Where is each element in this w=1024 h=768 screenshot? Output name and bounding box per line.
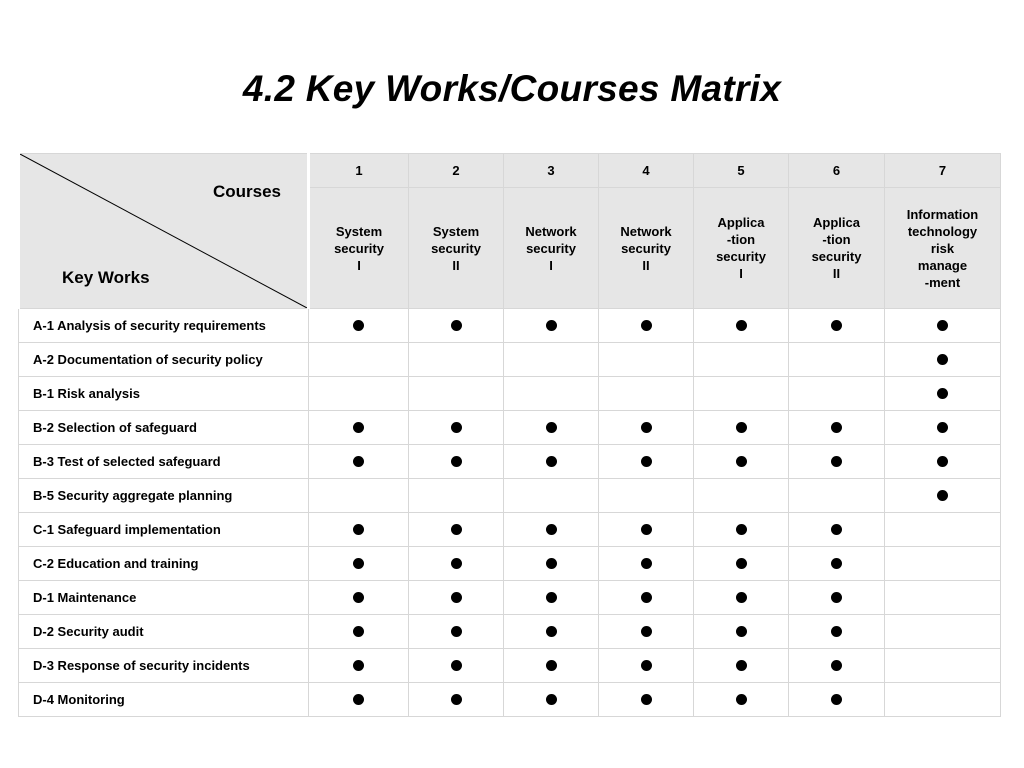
bullet-dot-icon xyxy=(831,456,842,467)
matrix-cell xyxy=(789,649,885,683)
matrix-cell xyxy=(309,615,409,649)
matrix-cell xyxy=(885,411,1001,445)
bullet-dot-icon xyxy=(641,524,652,535)
bullet-dot-icon xyxy=(736,524,747,535)
bullet-dot-icon xyxy=(736,422,747,433)
course-name-line: Information xyxy=(906,206,979,222)
bullet-dot-icon xyxy=(937,456,948,467)
matrix-cell xyxy=(885,309,1001,343)
key-work-label: D-3 Response of security incidents xyxy=(19,649,309,683)
course-name-2 xyxy=(409,188,504,309)
bullet-dot-icon xyxy=(451,524,462,535)
matrix-cell xyxy=(789,309,885,343)
bullet-dot-icon xyxy=(937,320,948,331)
course-number-row xyxy=(19,154,1001,188)
courses-axis-label: Courses xyxy=(212,182,281,201)
bullet-dot-icon xyxy=(641,592,652,603)
matrix-cell xyxy=(789,581,885,615)
course-name-line: Network xyxy=(620,223,672,239)
bullet-dot-icon xyxy=(831,320,842,331)
course-name-4 xyxy=(599,188,694,309)
course-name-line: -tion xyxy=(726,232,756,247)
course-name-line: security xyxy=(334,240,384,256)
bullet-dot-icon xyxy=(546,524,557,535)
matrix-cell xyxy=(504,547,599,581)
matrix-cell xyxy=(309,309,409,343)
bullet-dot-icon xyxy=(546,320,557,331)
table-row xyxy=(19,479,1001,513)
matrix-cell xyxy=(789,411,885,445)
matrix-cell xyxy=(504,615,599,649)
matrix-cell xyxy=(789,377,885,411)
bullet-dot-icon xyxy=(353,592,364,603)
key-work-label: D-1 Maintenance xyxy=(19,581,309,615)
bullet-dot-icon xyxy=(451,558,462,569)
matrix-cell xyxy=(694,377,789,411)
matrix-cell xyxy=(504,445,599,479)
bullet-dot-icon xyxy=(353,320,364,331)
course-name-line: System xyxy=(335,223,383,239)
matrix-cell xyxy=(409,411,504,445)
course-name-line: I xyxy=(357,257,361,273)
course-name-line: security xyxy=(431,240,481,256)
matrix-cell xyxy=(789,683,885,717)
matrix-cell xyxy=(309,547,409,581)
bullet-dot-icon xyxy=(937,388,948,399)
matrix-cell xyxy=(599,683,694,717)
bullet-dot-icon xyxy=(451,626,462,637)
matrix-cell xyxy=(504,411,599,445)
bullet-dot-icon xyxy=(641,422,652,433)
bullet-dot-icon xyxy=(353,626,364,637)
matrix-cell xyxy=(694,309,789,343)
course-name-6 xyxy=(789,188,885,309)
matrix-cell xyxy=(694,343,789,377)
course-name-line: II xyxy=(832,266,841,281)
matrix-cell xyxy=(885,547,1001,581)
matrix-cell xyxy=(409,479,504,513)
matrix-cell xyxy=(504,377,599,411)
matrix-cell xyxy=(885,683,1001,717)
bullet-dot-icon xyxy=(451,660,462,671)
course-name-line: manage xyxy=(917,257,968,273)
slide-title: 4.2 Key Works/Courses Matrix xyxy=(242,68,782,109)
bullet-dot-icon xyxy=(641,456,652,467)
bullet-dot-icon xyxy=(353,558,364,569)
table-row xyxy=(19,343,1001,377)
matrix-cell xyxy=(789,547,885,581)
bullet-dot-icon xyxy=(353,422,364,433)
matrix-cell xyxy=(504,649,599,683)
course-name-line: Applica xyxy=(813,215,860,230)
key-work-label: C-1 Safeguard implementation xyxy=(19,513,309,547)
course-name-line: I xyxy=(549,257,553,273)
bullet-dot-icon xyxy=(546,626,557,637)
course-name-line: System xyxy=(432,223,480,239)
matrix-cell xyxy=(599,309,694,343)
key-work-label: A-1 Analysis of security requirements xyxy=(19,309,309,343)
matrix-cell xyxy=(789,445,885,479)
matrix-cell xyxy=(504,581,599,615)
matrix-cell xyxy=(309,683,409,717)
matrix-cell xyxy=(309,377,409,411)
course-number-3: 3 xyxy=(504,154,599,188)
matrix-cell xyxy=(409,615,504,649)
matrix-cell xyxy=(694,615,789,649)
table-row xyxy=(19,411,1001,445)
matrix-cell xyxy=(694,649,789,683)
table-row xyxy=(19,683,1001,717)
course-number-1: 1 xyxy=(309,154,409,188)
course-name-line: security xyxy=(526,240,576,256)
bullet-dot-icon xyxy=(451,694,462,705)
key-work-label: B-3 Test of selected safeguard xyxy=(19,445,309,479)
key-work-label: B-2 Selection of safeguard xyxy=(19,411,309,445)
bullet-dot-icon xyxy=(546,592,557,603)
bullet-dot-icon xyxy=(546,660,557,671)
key-work-label: D-4 Monitoring xyxy=(19,683,309,717)
matrix-cell xyxy=(789,343,885,377)
matrix-cell xyxy=(599,479,694,513)
course-name-line: security xyxy=(716,249,766,264)
bullet-dot-icon xyxy=(353,694,364,705)
course-number-7: 7 xyxy=(885,154,1001,188)
matrix-cell xyxy=(599,615,694,649)
bullet-dot-icon xyxy=(736,320,747,331)
matrix-cell xyxy=(504,683,599,717)
bullet-dot-icon xyxy=(641,694,652,705)
matrix-cell xyxy=(504,343,599,377)
bullet-dot-icon xyxy=(937,490,948,501)
course-number-4: 4 xyxy=(599,154,694,188)
course-number-5: 5 xyxy=(694,154,789,188)
matrix-cell xyxy=(409,649,504,683)
bullet-dot-icon xyxy=(353,456,364,467)
matrix-cell xyxy=(309,445,409,479)
bullet-dot-icon xyxy=(451,320,462,331)
bullet-dot-icon xyxy=(736,558,747,569)
key-work-label: D-2 Security audit xyxy=(19,615,309,649)
key-work-label: C-2 Education and training xyxy=(19,547,309,581)
matrix-cell xyxy=(309,649,409,683)
course-name-line: -tion xyxy=(822,232,851,247)
course-name-line: Applica xyxy=(717,215,765,230)
matrix-cell xyxy=(504,309,599,343)
bullet-dot-icon xyxy=(831,592,842,603)
matrix-cell xyxy=(694,581,789,615)
matrix-cell xyxy=(309,581,409,615)
matrix-cell xyxy=(309,513,409,547)
matrix-cell xyxy=(599,377,694,411)
table-row xyxy=(19,581,1001,615)
key-works-axis-label: Key Works xyxy=(62,268,150,287)
matrix-cell xyxy=(599,649,694,683)
bullet-dot-icon xyxy=(736,626,747,637)
bullet-dot-icon xyxy=(736,694,747,705)
course-name-line: security xyxy=(811,249,862,264)
matrix-cell xyxy=(599,547,694,581)
matrix-cell xyxy=(309,479,409,513)
bullet-dot-icon xyxy=(831,558,842,569)
bullet-dot-icon xyxy=(937,354,948,365)
matrix-cell xyxy=(309,343,409,377)
matrix-cell xyxy=(885,581,1001,615)
course-name-3 xyxy=(504,188,599,309)
corner-header-cell xyxy=(19,154,309,309)
matrix-cell xyxy=(409,377,504,411)
matrix-cell xyxy=(504,479,599,513)
course-name-line: -ment xyxy=(924,274,961,290)
matrix-cell xyxy=(885,377,1001,411)
key-work-label: B-5 Security aggregate planning xyxy=(19,479,309,513)
course-name-5 xyxy=(694,188,789,309)
key-work-label: A-2 Documentation of security policy xyxy=(19,343,309,377)
bullet-dot-icon xyxy=(546,456,557,467)
bullet-dot-icon xyxy=(937,422,948,433)
matrix-cell xyxy=(789,479,885,513)
matrix-cell xyxy=(409,581,504,615)
table-row xyxy=(19,309,1001,343)
course-name-line: Network xyxy=(525,223,577,239)
bullet-dot-icon xyxy=(831,694,842,705)
matrix-cell xyxy=(885,615,1001,649)
matrix-cell xyxy=(309,411,409,445)
matrix-cell xyxy=(694,547,789,581)
course-number-2: 2 xyxy=(409,154,504,188)
matrix-cell xyxy=(409,343,504,377)
bullet-dot-icon xyxy=(831,422,842,433)
matrix-cell xyxy=(599,513,694,547)
matrix-cell xyxy=(885,343,1001,377)
table-row xyxy=(19,513,1001,547)
matrix-cell xyxy=(409,513,504,547)
matrix-cell xyxy=(599,343,694,377)
matrix-cell xyxy=(694,683,789,717)
matrix-cell xyxy=(409,547,504,581)
bullet-dot-icon xyxy=(451,592,462,603)
matrix-cell xyxy=(409,309,504,343)
bullet-dot-icon xyxy=(831,524,842,535)
table-row xyxy=(19,547,1001,581)
matrix-cell xyxy=(504,513,599,547)
matrix-cell xyxy=(694,445,789,479)
matrix-cell xyxy=(885,445,1001,479)
matrix-cell xyxy=(599,581,694,615)
bullet-dot-icon xyxy=(546,558,557,569)
course-name-line: II xyxy=(452,257,460,273)
course-name-line: risk xyxy=(930,240,955,256)
bullet-dot-icon xyxy=(546,694,557,705)
table-row xyxy=(19,377,1001,411)
matrix-cell xyxy=(885,479,1001,513)
matrix-cell xyxy=(694,479,789,513)
matrix-cell xyxy=(694,411,789,445)
table-row xyxy=(19,445,1001,479)
matrix-cell xyxy=(885,513,1001,547)
bullet-dot-icon xyxy=(353,660,364,671)
course-name-line: technology xyxy=(907,223,978,239)
bullet-dot-icon xyxy=(641,626,652,637)
key-works-courses-matrix xyxy=(17,153,1001,717)
matrix-cell xyxy=(599,445,694,479)
bullet-dot-icon xyxy=(451,422,462,433)
course-name-line: security xyxy=(621,240,671,256)
bullet-dot-icon xyxy=(353,524,364,535)
matrix-cell xyxy=(694,513,789,547)
bullet-dot-icon xyxy=(546,422,557,433)
matrix-cell xyxy=(789,615,885,649)
course-number-6: 6 xyxy=(789,154,885,188)
matrix-cell xyxy=(409,683,504,717)
course-name-line: I xyxy=(739,266,743,281)
key-work-label: B-1 Risk analysis xyxy=(19,377,309,411)
course-name-1 xyxy=(309,188,409,309)
bullet-dot-icon xyxy=(736,456,747,467)
table-row xyxy=(19,615,1001,649)
course-name-line: II xyxy=(642,257,650,273)
bullet-dot-icon xyxy=(831,626,842,637)
bullet-dot-icon xyxy=(451,456,462,467)
matrix-cell xyxy=(599,411,694,445)
bullet-dot-icon xyxy=(641,660,652,671)
matrix-cell xyxy=(789,513,885,547)
bullet-dot-icon xyxy=(736,660,747,671)
table-row xyxy=(19,649,1001,683)
bullet-dot-icon xyxy=(641,320,652,331)
bullet-dot-icon xyxy=(831,660,842,671)
course-name-7 xyxy=(885,188,1001,309)
bullet-dot-icon xyxy=(641,558,652,569)
matrix-cell xyxy=(885,649,1001,683)
matrix-cell xyxy=(409,445,504,479)
bullet-dot-icon xyxy=(736,592,747,603)
